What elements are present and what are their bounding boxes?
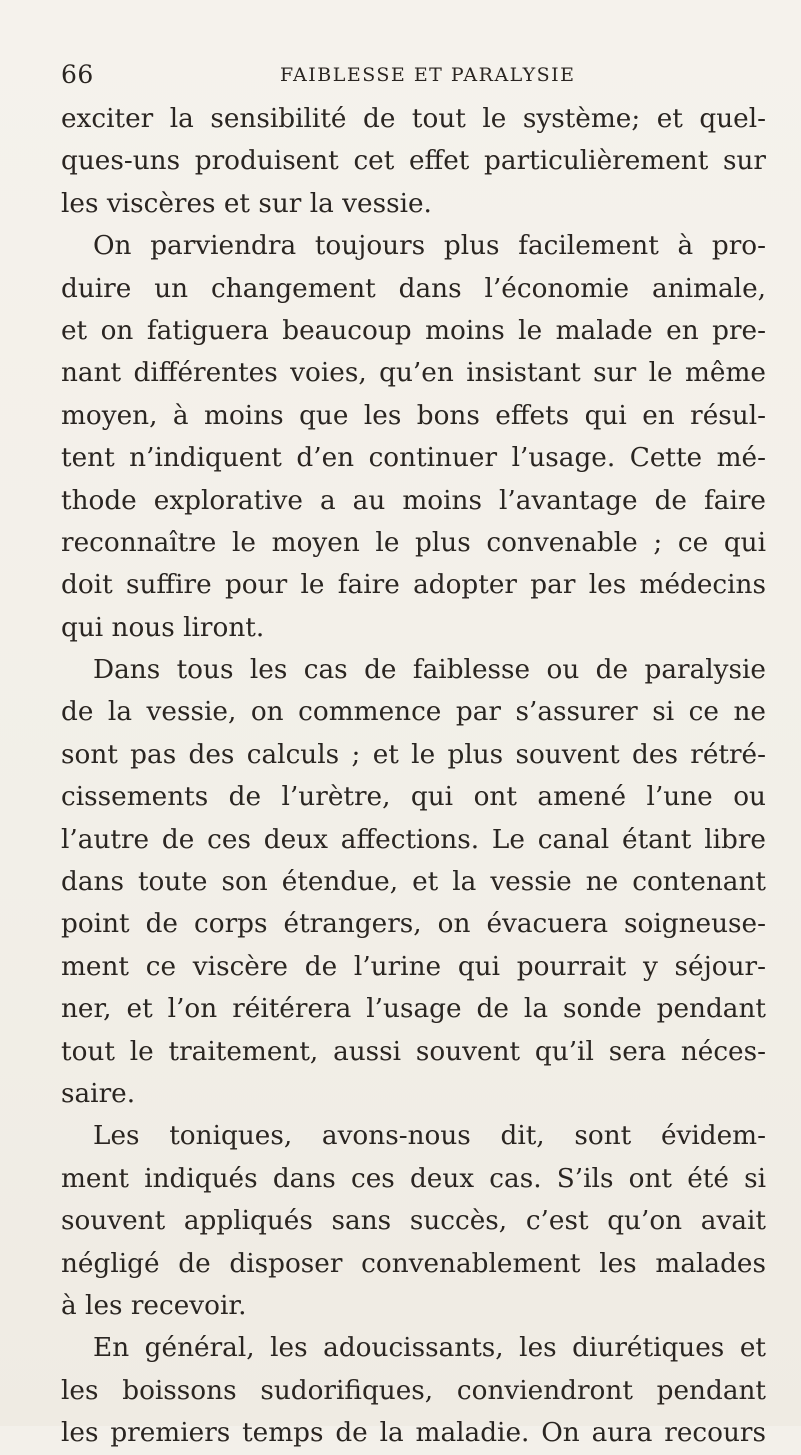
text-line: ner, et l’on réitérera l’usage de la sonde pendant	[61, 994, 766, 1025]
running-title: FAIBLESSE ET PARALYSIE	[280, 64, 576, 86]
text-line: sont pas des calculs ; et le plus souvent des rétré-	[61, 739, 766, 770]
page-number: 66	[61, 60, 94, 89]
text-line: ques-uns produisent cet effet particulièrement sur	[61, 146, 766, 177]
text-line: souvent appliqués sans succès, c’est qu’on avait	[61, 1206, 766, 1237]
page-header	[61, 60, 761, 94]
text-line: Les toniques, avons-nous dit, sont évidem-	[93, 1121, 766, 1152]
text-line: à les recevoir.	[61, 1290, 247, 1321]
text-line: ment indiqués dans ces deux cas. S’ils ont été si	[61, 1163, 766, 1194]
text-line: de la vessie, on commence par s’assurer si ce ne	[61, 697, 766, 728]
text-line: exciter la sensibilité de tout le système; et quel-	[61, 104, 766, 134]
text-line: ment ce viscère de l’urine qui pourrait y séjour-	[61, 951, 766, 982]
text-line: qui nous liront.	[61, 612, 265, 643]
text-line: les viscères et sur la vessie.	[61, 188, 432, 219]
text-line: dans toute son étendue, et la vessie ne contenant	[61, 867, 766, 898]
text-line: Dans tous les cas de faiblesse ou de paralysie	[93, 655, 766, 686]
text-line: tent n’indiquent d’en continuer l’usage. Cette mé-	[61, 443, 766, 474]
text-line: les boissons sudorifiques, conviendront pendant	[61, 1375, 766, 1406]
text-line: reconnaître le moyen le plus convenable ; ce qui	[61, 527, 766, 558]
text-line: cissements de l’urètre, qui ont amené l’une ou	[61, 782, 766, 813]
text-line: doit suffire pour le faire adopter par les médecins	[61, 570, 766, 601]
text-line: l’autre de ces deux affections. Le canal étant libre	[61, 824, 766, 855]
text-line: duire un changement dans l’économie animale,	[61, 273, 766, 304]
text-line: les premiers temps de la maladie. On aura recours	[61, 1418, 766, 1449]
body-text	[61, 98, 766, 1455]
text-line: point de corps étrangers, on évacuera soigneuse-	[61, 909, 766, 940]
text-line: tout le traitement, aussi souvent qu’il sera néces-	[61, 1036, 766, 1067]
text-line: négligé de disposer convenablement les malades	[61, 1248, 766, 1279]
text-line: En général, les adoucissants, les diurétiques et	[93, 1333, 766, 1364]
text-line: On parviendra toujours plus facilement à pro-	[93, 231, 766, 262]
text-line: nant différentes voies, qu’en insistant sur le même	[61, 358, 766, 389]
text-line: moyen, à moins que les bons effets qui en résul-	[61, 400, 766, 431]
text-line: saire.	[61, 1078, 136, 1109]
text-line: et on fatiguera beaucoup moins le malade en pre-	[61, 315, 766, 346]
text-line: thode explorative a au moins l’avantage de faire	[61, 485, 766, 516]
